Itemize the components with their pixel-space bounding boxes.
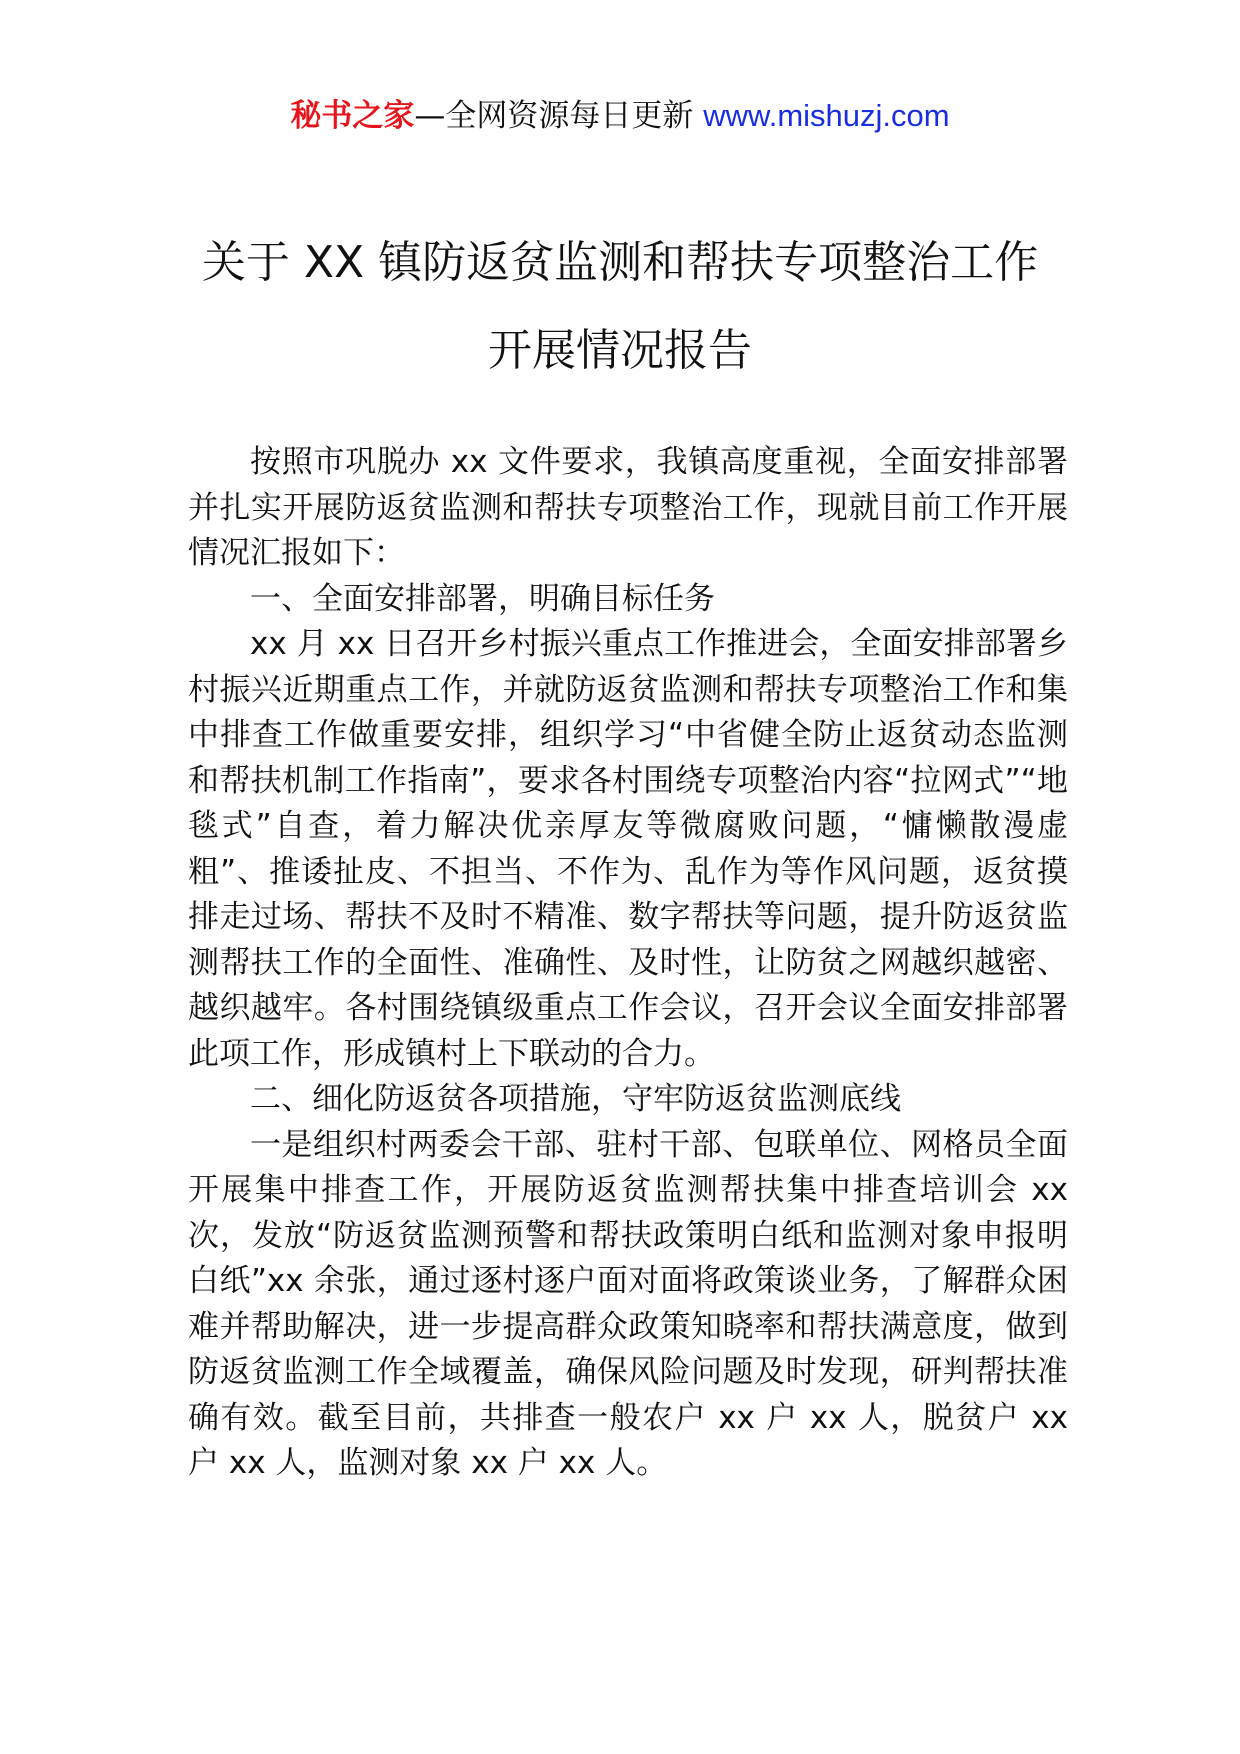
intro-paragraph: 按照市巩脱办 xx 文件要求，我镇高度重视，全面安排部署并扎实开展防返贫监测和帮扶专项整治工作，现就目前工作开展情况汇报如下： bbox=[188, 444, 1068, 571]
section-heading-1: 一、全面安排部署，明确目标任务 bbox=[250, 580, 715, 617]
section-2-paragraph: 一是组织村两委会干部、驻村干部、包联单位、网格员全面开展集中排查工作，开展防返贫监测帮扶集中排查培训会 xx 次，发放“防返贫监测预警和帮扶政策明白纸和监测对象申报明白纸”xx 余张，通过逐村逐户面对面将政策谈业务，了解群众困难并帮助解决，进一步提高群众政策知晓率和帮扶满意度，做到防返贫监测工作全域覆盖，确保风险问题及时发现，研判帮扶准确有效。截至目前，共排查一般农户 xx 户 xx 人，脱贫户 xx 户 xx 人，监测对象 xx 户 xx 人。 bbox=[188, 1126, 1068, 1481]
site-header bbox=[0, 96, 1240, 136]
site-brand: 秘书之家 bbox=[290, 98, 415, 134]
section-1-paragraph: xx 月 xx 日召开乡村振兴重点工作推进会，全面安排部署乡村振兴近期重点工作，并就防返贫监测和帮扶专项整治工作和集中排查工作做重要安排，组织学习“中省健全防止返贫动态监测和帮扶机制工作指南”，要求各村围绕专项整治内容“拉网式”“地毯式”自查，着力解决优亲厚友等微腐败问题，“慵懒散漫虚粗”、推诿扯皮、不担当、不作为、乱作为等作风问题，返贫摸排走过场、帮扶不及时不精准、数字帮扶等问题，提升防返贫监测帮扶工作的全面性、准确性、及时性，让防贫之网越织越密、越织越牢。各村围绕镇级重点工作会议，召开会议全面安排部署此项工作，形成镇村上下联动的合力。 bbox=[188, 626, 1068, 1072]
document-title-line-1: 关于 XX 镇防返贫监测和帮扶专项整治工作 bbox=[201, 237, 1039, 288]
document-title-line-2: 开展情况报告 bbox=[488, 325, 752, 376]
document-body bbox=[188, 440, 1068, 1487]
site-tagline: —全网资源每日更新 bbox=[414, 98, 694, 134]
site-url-link[interactable]: www.mishuzj.com bbox=[703, 98, 950, 133]
section-heading-2: 二、细化防返贫各项措施，守牢防返贫监测底线 bbox=[250, 1081, 901, 1117]
